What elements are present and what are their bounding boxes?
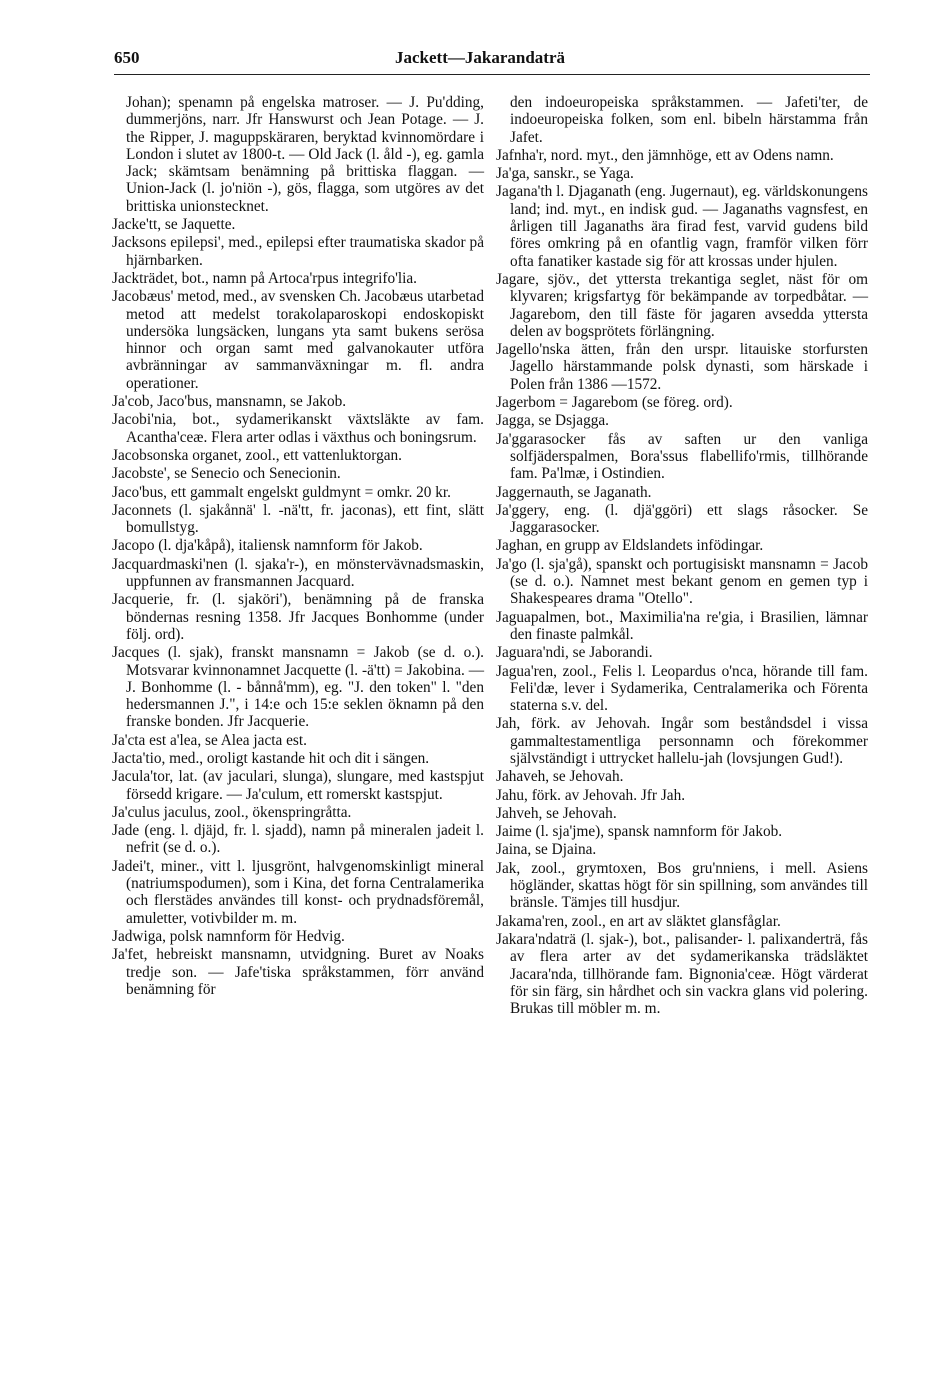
dictionary-entry: Ja'go (l. sja'gå), spanskt och portugisiskt mansnamn = Jacob (se d. o.). Namnet mest bekant genom en gemen typ i Shakespeares drama "Otello". — [496, 555, 868, 608]
dictionary-entry: Jacquardmaski'nen (l. sjaka'r-), en mönstervävnadsmaskin, uppfunnen av fransmannen Jacquard. — [112, 555, 484, 591]
dictionary-entry: Ja'ga, sanskr., se Yaga. — [496, 165, 634, 183]
dictionary-entry: Jadei't, miner., vitt l. ljusgrönt, halvgenomskinligt mineral (natriumspodumen), som i Kina, det forna Centralamerika och flerstädes användes till konst- och prydnadsföremål, amuletter, votivbilder m. m. — [112, 857, 484, 927]
left-column — [112, 94, 484, 999]
dictionary-entry: Jagana'th l. Djaganath (eng. Jugernaut), eg. världskonungens land; ind. myt., en indisk gud. — Jaganaths vagnsfest, en årligen till Jaganaths ära firad fest, varvid gudens bild föres omkring på en ofantlig vagn, framför vilken förr ofta fanatiker kastade sig för att krossas under hjulen. — [496, 183, 868, 270]
dictionary-entry: Jagare, sjöv., det yttersta trekantiga seglet, näst för om klyvaren; krigsfartyg för bekämpande av torpedbåtar. — Jagarebom, den till fäste för jagaren avsedda yttersta delen av bogsprötets förlängning. — [496, 270, 868, 340]
dictionary-entry: Jafnha'r, nord. myt., den jämnhöge, ett av Odens namn. — [496, 146, 834, 164]
right-column — [496, 94, 868, 1018]
header-rule — [114, 74, 870, 75]
dictionary-entry: Jak, zool., grymtoxen, Bos gru'nniens, i mell. Asiens högländer, skattas högt för sin spillning, som användes till bränsle. Tämjes till husdjur. — [496, 859, 868, 912]
dictionary-entry: Jacopo (l. dja'kåpå), italiensk namnform för Jakob. — [112, 537, 423, 555]
dictionary-entry: Jaggernauth, se Jaganath. — [496, 483, 652, 501]
dictionary-entry: Jacobæus' metod, med., av svensken Ch. Jacobæus utarbetad metod att medelst torakolaparoskopi endoskopiskt undersöka lungsäcken, lungans yta samt bukens serösa hinnor och organ samt med galvanokauter utföra avbränningar av sammanväxningar m. fl. andra operationer. — [112, 288, 484, 392]
dictionary-entry: Jade (eng. l. djäjd, fr. l. sjadd), namn på mineralen jadeit l. nefrit (se d. o.). — [112, 822, 484, 857]
dictionary-entry: Jagga, se Dsjagga. — [496, 412, 609, 430]
dictionary-entry: Jacquerie, fr. (l. sjaköri'), benämning på de franska böndernas resning 1358. Jfr Jacques Bonhomme (under följ. ord). — [112, 591, 484, 643]
dictionary-entry: Jagello'nska ätten, från den urspr. litauiske storfursten Jagello härstammande polsk dynasti, som härskade i Polen från 1386 —1572. — [496, 341, 868, 393]
dictionary-entry: Jaguara'ndi, se Jaborandi. — [496, 644, 653, 662]
dictionary-entry: Johan); spenamn på engelska matroser. — J. Pu'dding, dummerjöns, narr. Jfr Hanswurst och Jean Potage. — J. the Ripper, J. maguppskäraren, beryktad kvinnomördare i London i slutet av 1800-t. — Old Jack (l. åld -), eg. gamla Jack; skämtsam benämning på brittiska flaggan. — Union-Jack (l. jo'niön -), gös, flagga, som utgöres av det brittiska unionstecknet. — [126, 94, 484, 215]
dictionary-entry: Jaghan, en grupp av Eldslandets infödingar. — [496, 537, 764, 555]
dictionary-entry: Jackträdet, bot., namn på Artoca'rpus integrifo'lia. — [112, 269, 417, 287]
dictionary-entry: Jahu, förk. av Jehovah. Jfr Jah. — [496, 786, 686, 804]
dictionary-entry: Ja'ggery, eng. (l. djä'ggöri) ett slags råsocker. Se Jaggarasocker. — [496, 501, 868, 537]
dictionary-entry: Jaconnets (l. sjakånnä' l. -nä'tt, fr. jaconas), ett fint, slätt bomullstyg. — [112, 501, 484, 537]
dictionary-entry: Jadwiga, polsk namnform för Hedvig. — [112, 927, 345, 945]
dictionary-entry: Jaco'bus, ett gammalt engelskt guldmynt = omkr. 20 kr. — [112, 483, 451, 501]
dictionary-entry: Jagua'ren, zool., Felis l. Leopardus o'nca, hörande till fam. Feli'dæ, lever i Sydamerika, Centralamerika och Förenta staterna s.v. del. — [496, 662, 868, 715]
dictionary-entry: Jacobsonska organet, zool., ett vattenluktorgan. — [112, 446, 403, 464]
running-head: Jackett—Jakarandaträ — [395, 48, 565, 67]
dictionary-entry: Jacula'tor, lat. (av jaculari, slunga), slungare, med kastspjut försedd krigare. — Ja'culum, ett romerskt kastspjut. — [112, 768, 484, 803]
dictionary-entry: Jakama'ren, zool., en art av släktet glansfåglar. — [496, 912, 781, 930]
dictionary-entry: Jaime (l. sja'jme), spansk namnform för Jakob. — [496, 823, 783, 841]
dictionary-entry: Jacobste', se Senecio och Senecionin. — [112, 465, 341, 483]
dictionary-entry: Jahaveh, se Jehovah. — [496, 768, 624, 786]
dictionary-entry: den indoeuropeiska språkstammen. — Jafeti'ter, de indoeuropeiska folken, som enl. bibeln härstamma från Jafet. — [510, 94, 868, 146]
dictionary-entry: Jacques (l. sjak), franskt mansnamn = Jakob (se d. o.). Motsvarar kvinnonamnet Jacquette (l. -ä'tt) = Jakobina. — J. Bonhomme (l. - bånnå'mm), eg. "J. den token" l. "den hedersmannen J.", i 14:e och 15:e seklen öknamn på den franske bonden. Jfr Jacquerie. — [112, 644, 484, 731]
dictionary-entry: Jaina, se Djaina. — [496, 841, 597, 859]
dictionary-entry: Jacta'tio, med., oroligt kastande hit och dit i sängen. — [112, 749, 430, 767]
dictionary-entry: Ja'cob, Jaco'bus, mansnamn, se Jakob. — [112, 393, 347, 411]
dictionary-entry: Ja'fet, hebreiskt mansnamn, utvidgning. Buret av Noaks tredje son. — Jafe'tiska språkstammen, förr använd benämning för — [112, 946, 484, 998]
dictionary-entry: Jah, förk. av Jehovah. Ingår som beståndsdel i vissa gammaltestamentliga personnamn och förekommer självständigt i uttrycket hallelu-jah (lovsjungen Gud!). — [496, 715, 868, 767]
dictionary-entry: Ja'cta est a'lea, se Alea jacta est. — [112, 731, 307, 749]
dictionary-entry: Jakara'ndaträ (l. sjak-), bot., palisander- l. palixanderträ, fås av flera arter av det sydamerikanska trädsläktet Jacara'nda, tillhörande fam. Bignonia'ceæ. Högt värderat för sin färg, sin hårdhet och sin vackra glans vid polering. Brukas till möbler m. m. — [496, 930, 868, 1018]
dictionary-entry: Ja'ggarasocker fås av saften ur den vanliga solfjäderspalmen, Bora'ssus flabellifo'rmis, tillhörande fam. Pa'lmæ, i Ostindien. — [496, 430, 868, 483]
dictionary-entry: Jacobi'nia, bot., sydamerikanskt växtsläkte av fam. Acantha'ceæ. Flera arter odlas i växthus och boningsrum. — [112, 411, 484, 446]
dictionary-entry: Jagerbom = Jagarebom (se föreg. ord). — [496, 394, 733, 412]
page-number: 650 — [114, 48, 140, 67]
dictionary-entry: Jahveh, se Jehovah. — [496, 804, 617, 822]
dictionary-entry: Jaguapalmen, bot., Maximilia'na re'gia, i Brasilien, lämnar den finaste palmkål. — [496, 608, 868, 643]
dictionary-entry: Jacke'tt, se Jaquette. — [112, 216, 236, 234]
dictionary-entry: Jacksons epilepsi', med., epilepsi efter traumatiska skador på hjärnbarken. — [112, 234, 484, 269]
dictionary-entry: Ja'culus jaculus, zool., ökenspringråtta. — [112, 803, 352, 821]
